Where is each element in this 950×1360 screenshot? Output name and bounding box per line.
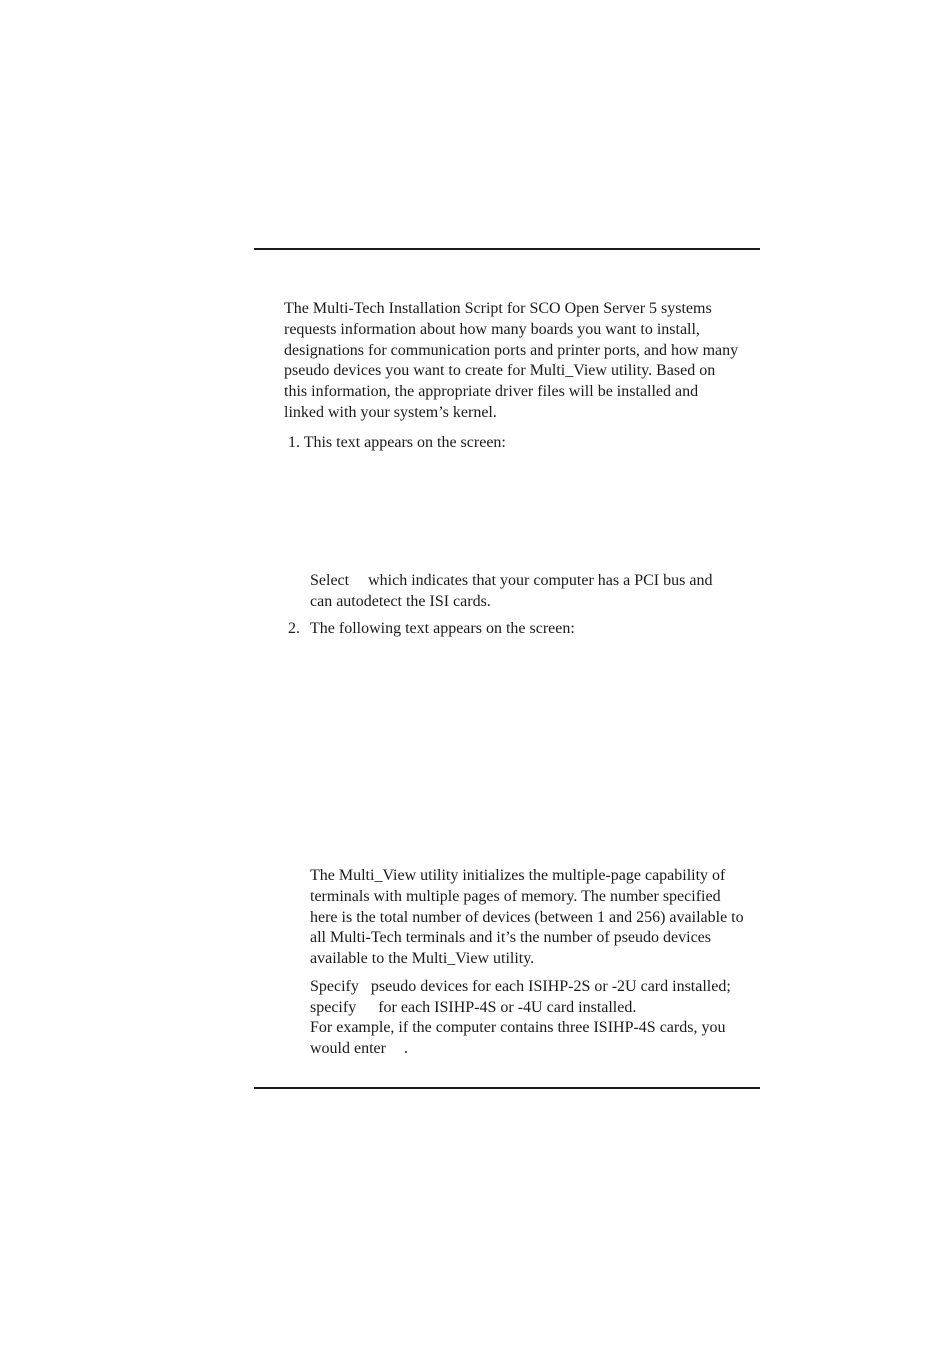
step-2-text: The following text appears on the screen: bbox=[310, 620, 575, 637]
multiview-note bbox=[310, 866, 744, 970]
bottom-rule bbox=[254, 1087, 760, 1089]
multiview-note-line: terminals with multiple pages of memory. The number specified bbox=[310, 887, 721, 905]
example-note-start: would enter bbox=[310, 1039, 386, 1057]
specify-note-start: specify bbox=[310, 998, 357, 1016]
example-note-line bbox=[310, 1039, 725, 1060]
multiview-note-line: The Multi_View utility initializes the multiple-page capability of bbox=[310, 867, 726, 884]
step-2-number: 2. bbox=[288, 620, 300, 637]
multiview-note-line: all Multi-Tech terminals and it’s the number of pseudo devices bbox=[310, 929, 711, 947]
step-1-note bbox=[310, 571, 712, 613]
step-1-note-start: Select bbox=[310, 572, 350, 589]
intro-line: The Multi-Tech Installation Script for SCO Open Server 5 systems bbox=[284, 300, 712, 317]
multiview-note-line: here is the total number of devices (between 1 and 256) available to bbox=[310, 908, 744, 926]
intro-line: pseudo devices you want to create for Multi_View utility. Based on bbox=[284, 362, 716, 380]
example-note bbox=[310, 1018, 725, 1060]
step-1-note-line bbox=[310, 571, 712, 592]
intro-paragraph bbox=[284, 299, 738, 424]
example-note-line: For example, if the computer contains three ISIHP-4S cards, you bbox=[310, 1019, 726, 1036]
step-1-note-line: can autodetect the ISI cards. bbox=[310, 592, 491, 610]
step-1-note-rest: which indicates that your computer has a PCI bus and bbox=[368, 572, 713, 589]
multiview-note-line: available to the Multi_View utility. bbox=[310, 950, 535, 968]
intro-line: requests information about how many boards you want to install, bbox=[284, 320, 700, 338]
intro-line: this information, the appropriate driver files will be installed and bbox=[284, 383, 699, 401]
specify-note-rest: for each ISIHP-4S or -4U card installed. bbox=[378, 998, 637, 1016]
specify-note-start: Specify bbox=[310, 978, 359, 995]
specify-note bbox=[310, 977, 731, 1019]
specify-note-rest: pseudo devices for each ISIHP-2S or -2U card installed; bbox=[370, 978, 731, 995]
specify-note-line bbox=[310, 998, 731, 1019]
example-note-end: . bbox=[403, 1039, 408, 1057]
intro-line: designations for communication ports and printer ports, and how many bbox=[284, 341, 739, 359]
top-rule bbox=[254, 248, 760, 250]
step-1-text: 1. This text appears on the screen: bbox=[288, 434, 506, 451]
intro-line: linked with your system’s kernel. bbox=[284, 403, 497, 421]
specify-note-line bbox=[310, 977, 731, 998]
